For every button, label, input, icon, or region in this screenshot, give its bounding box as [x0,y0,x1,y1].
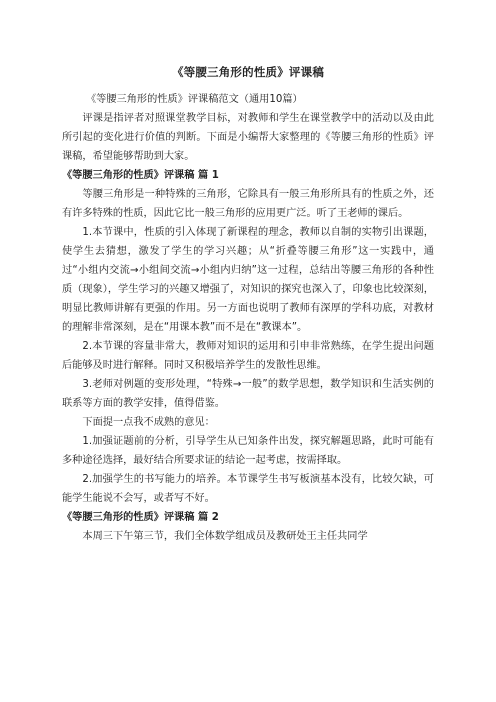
document-title: 《等腰三角形的性质》评课稿 [171,65,325,79]
section-1-paragraph-5: 下面提一点我不成熟的意见： [82,417,215,428]
intro-paragraph: 评课是指评者对照课堂教学目标，对教师和学生在课堂教学中的活动以及由此所引起的变化进行价值的判断。下面是小编帮大家整理的《等腰三角形的性质》评课稿，希望能够帮助到大家。 [62,113,434,162]
section-1-heading: 《等腰三角形的性质》评课稿 篇 1 [62,170,219,181]
section-1-paragraph-7: 2.加强学生的书写能力的培养。本节课学生书写板演基本没有，比较欠缺，可能学生能说不会写，或者写不好。 [62,474,434,504]
section-1-paragraph-3: 2.本节课的容量非常大，教师对知识的运用和引申非常熟练，在学生提出问题后能够及时进行解释。同时又积极培养学生的发散性思维。 [62,341,434,371]
intro-label: 《等腰三角形的性质》评课稿范文（通用10篇） [86,94,303,105]
section-1-paragraph-6: 1.加强证题前的分析，引导学生从已知条件出发，探究解题思路，此时可能有多种途径选择，最好结合所要求证的结论一起考虑，按需择取。 [62,436,434,466]
section-2-heading: 《等腰三角形的性质》评课稿 篇 2 [62,512,219,523]
section-1-paragraph-4: 3.老师对例题的变形处理，“特殊→一般”的数学思想，数学知识和生活实例的联系等方面的教学安排，值得借鉴。 [62,379,434,409]
section-2-paragraph-1: 本周三下午第三节，我们全体数学组成员及教研处王主任共同学 [82,531,368,542]
section-1-paragraph-1: 等腰三角形是一种特殊的三角形，它除具有一般三角形所具有的性质之外，还有许多特殊的性质，因此它比一般三角形的应用更广泛。听了王老师的课后。 [62,189,434,219]
section-1-paragraph-2: 1.本节课中，性质的引入体现了新课程的理念，教师以自制的实物引出课题，使学生去猜想，激发了学生的学习兴趣；从“折叠等腰三角形”这一实践中，通过“小组内交流→小组间交流→小组内归纳”这一过程，总结出等腰三角形的各种性质（现象），学生学习的兴趣又增强了，对知识的探究也深入了，印象也比较深刻，明显比教师讲解有更强的作用。另一方面也说明了教师有深厚的学科功底，对教材的理解非常深刻，是在“用课本教”而不是在“教课本”。 [62,227,434,333]
